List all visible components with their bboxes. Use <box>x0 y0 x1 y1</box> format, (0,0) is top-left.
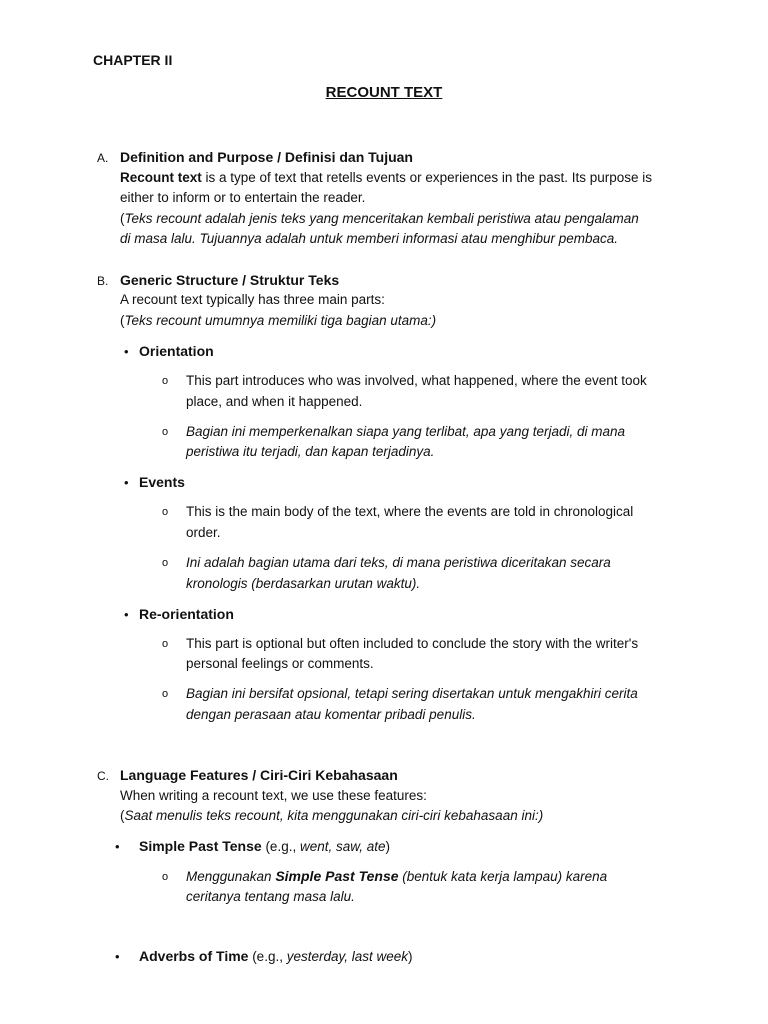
bullet-icon: • <box>115 839 120 854</box>
eg-close: ) <box>385 839 391 854</box>
bullet-icon: • <box>124 344 129 359</box>
sub-bullet-icon: o <box>162 557 169 569</box>
note-term: Simple Past Tense <box>275 868 399 884</box>
part-events-name: Events <box>139 474 185 490</box>
section-a-line1 <box>120 170 652 185</box>
chapter-label: CHAPTER II <box>93 52 173 68</box>
section-b-intro: A recount text typically has three main parts: <box>120 292 385 307</box>
section-c-heading: Language Features / Ciri-Ciri Kebahasaan <box>120 767 398 783</box>
events-id-line1: Ini adalah bagian utama dari teks, di mana peristiwa diceritakan secara <box>186 555 611 570</box>
section-c-intro: When writing a recount text, we use these features: <box>120 788 427 803</box>
section-a-line1-rest: is a type of text that retells events or experiences in the past. Its purpose is <box>201 170 652 185</box>
reorientation-id-line1: Bagian ini bersifat opsional, tetapi sering disertakan untuk mengakhiri cerita <box>186 686 638 701</box>
feature-adverbs-of-time <box>139 948 413 964</box>
part-reorientation-name: Re-orientation <box>139 606 234 622</box>
feature-name: Simple Past Tense <box>139 838 262 854</box>
orientation-en-line1: This part introduces who was involved, what happened, where the event took <box>186 373 647 388</box>
sub-bullet-icon: o <box>162 688 169 700</box>
reorientation-en-line2: personal feelings or comments. <box>186 656 374 671</box>
sub-bullet-icon: o <box>162 426 169 438</box>
section-b-intro-translation <box>120 313 436 328</box>
sub-bullet-icon: o <box>162 871 169 883</box>
eg-close: ) <box>408 949 413 964</box>
note-pre: Menggunakan <box>186 869 276 884</box>
reorientation-en-line1: This part is optional but often included to conclude the story with the writer's <box>186 636 639 651</box>
sub-bullet-icon: o <box>162 506 169 518</box>
section-a-letter: A. <box>97 151 109 165</box>
section-a-line2: either to inform or to entertain the reader. <box>120 190 366 205</box>
bullet-icon: • <box>124 607 129 622</box>
orientation-id-line1: Bagian ini memperkenalkan siapa yang terlibat, apa yang terjadi, di mana <box>186 424 626 439</box>
section-c-letter: C. <box>97 769 109 783</box>
translation-text: Teks recount adalah jenis teks yang menceritakan kembali peristiwa atau pengalaman <box>124 211 639 226</box>
bullet-icon: • <box>115 949 120 964</box>
recount-text-term: Recount text <box>120 170 202 185</box>
paren-open: ( <box>120 313 125 328</box>
eg-items: went, saw, ate <box>299 839 386 854</box>
translation-text: Saat menulis teks recount, kita menggunakan ciri-ciri kebahasaan ini:) <box>124 808 544 823</box>
events-en-line2: order. <box>186 525 221 540</box>
feature-simple-past <box>139 838 390 854</box>
paren-open: ( <box>120 808 125 823</box>
paren-open: ( <box>120 211 125 226</box>
reorientation-id-line2: dengan perasaan atau komentar pribadi penulis. <box>186 707 476 722</box>
section-a-translation-line1 <box>120 211 639 226</box>
orientation-en-line2: place, and when it happened. <box>186 394 363 409</box>
section-b-heading: Generic Structure / Struktur Teks <box>120 272 340 288</box>
bullet-icon: • <box>124 475 129 490</box>
events-en-line1: This is the main body of the text, where the events are told in chronological <box>186 504 634 519</box>
feature-name: Adverbs of Time <box>139 948 249 964</box>
section-a-translation-line2: di masa lalu. Tujuannya adalah untuk memberi informasi atau menghibur pembaca. <box>120 231 619 246</box>
translation-text: Teks recount umumnya memiliki tiga bagian utama:) <box>124 313 437 328</box>
eg-open: (e.g., <box>248 949 287 964</box>
page-title: RECOUNT TEXT <box>325 84 443 101</box>
simple-past-note-line1 <box>186 868 607 884</box>
events-id-line2: kronologis (berdasarkan urutan waktu). <box>186 576 421 591</box>
note-post: (bentuk kata kerja lampau) karena <box>398 869 608 884</box>
part-orientation-name: Orientation <box>139 343 214 359</box>
sub-bullet-icon: o <box>162 375 169 387</box>
eg-items: yesterday, last week <box>286 949 409 964</box>
orientation-id-line2: peristiwa itu terjadi, dan kapan terjadinya. <box>186 444 435 459</box>
section-c-intro-translation <box>120 808 543 823</box>
sub-bullet-icon: o <box>162 638 169 650</box>
section-a-heading: Definition and Purpose / Definisi dan Tujuan <box>120 149 413 165</box>
eg-open: (e.g., <box>261 839 300 854</box>
section-b-letter: B. <box>97 274 109 288</box>
simple-past-note-line2: ceritanya tentang masa lalu. <box>186 889 355 904</box>
